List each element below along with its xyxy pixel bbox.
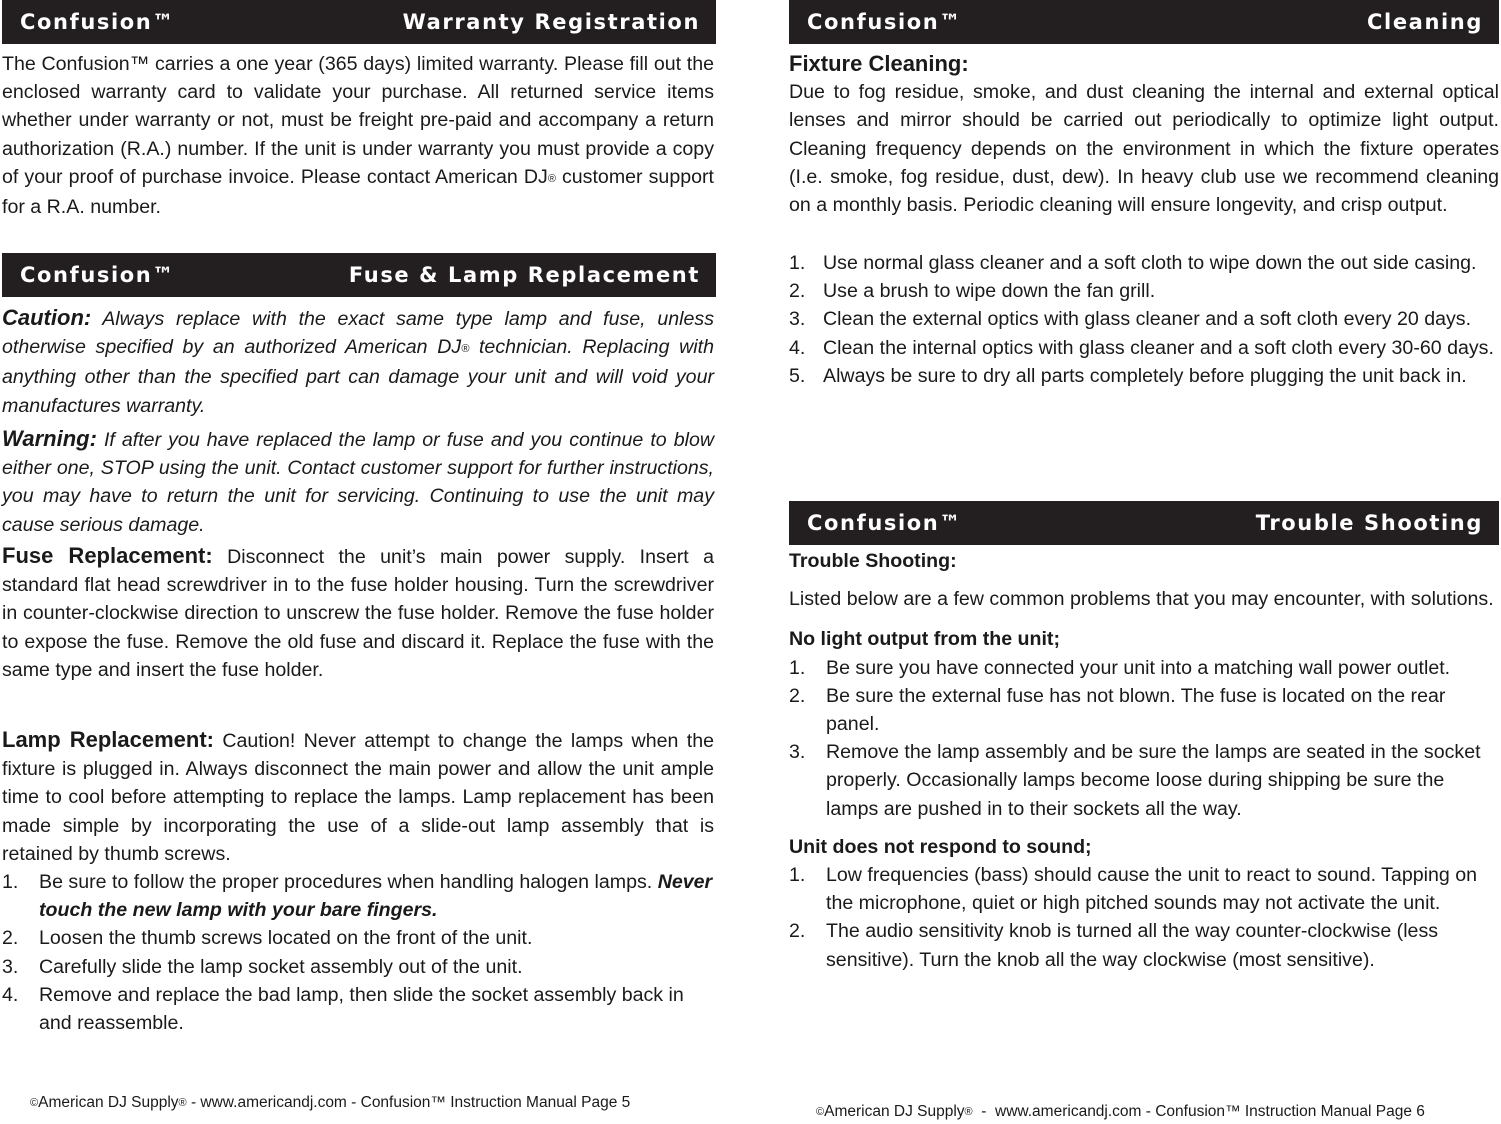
list-item: 2. Be sure the external fuse has not blown. The fuse is located on the rear panel. bbox=[789, 684, 1446, 736]
problem-heading: Unit does not respond to sound; bbox=[789, 835, 1092, 858]
header-section-title: Trouble Shooting bbox=[1255, 511, 1483, 535]
list-item: 1. Low frequencies (bass) should cause the unit to react to sound. Tapping on the microphone, quiet or high pitched sounds may not activate the unit. bbox=[789, 864, 1478, 915]
list-item: 2. Loosen the thumb screws located on the front of the unit. bbox=[2, 927, 533, 950]
trouble-section-header bbox=[789, 501, 1499, 545]
list-item: 4. Remove and replace the bad lamp, then slide the socket assembly back in and reassemble. bbox=[2, 983, 684, 1035]
fuse-lamp-section-header bbox=[2, 253, 716, 297]
right-page bbox=[789, 0, 1499, 1124]
cleaning-heading: Fixture Cleaning: bbox=[789, 51, 969, 76]
fuse-replacement-paragraph: Fuse Replacement: Disconnect the unit’s main power supply. Insert a standard flat head screwdriver in to the fuse holder housing. Turn the screwdriver in counter-clockwise direction to unscrew the fuse holder. Remove the fuse holder to expose the fuse. Remove the old fuse and discard it. Replace the fuse with the same type and insert the fuse holder. bbox=[2, 543, 715, 681]
list-item: 1. Use normal glass cleaner and a soft cloth to wipe down the out side casing. bbox=[789, 252, 1477, 274]
problem-steps-list bbox=[789, 654, 1499, 823]
cleaning-paragraph: Due to fog residue, smoke, and dust cleaning the internal and external optical lenses and mirror should be carried out periodically to optimize light output. Cleaning frequency depends on the environment in which the fixture operates (I.e. smoke, fog residue, dust, dew). In heavy club use we recommend cleaning on a monthly basis. Periodic cleaning will ensure longevity, and crisp output. bbox=[789, 81, 1499, 217]
warning-paragraph: Warning: If after you have replaced the lamp or fuse and you continue to blow either one, STOP using the unit. Contact customer support for further instructions, you may have to return the unit for servicing. Continuing to use the unit may cause serious damage. bbox=[2, 426, 714, 536]
cleaning-body bbox=[789, 50, 1499, 219]
list-item: 3. Remove the lamp assembly and be sure the lamps are seated in the socket properly. Occasionally lamps become loose during shipping be sure the lamps are pushed in to their sockets all the way. bbox=[789, 741, 1481, 820]
trouble-body bbox=[789, 547, 1499, 974]
page-footer: ©American DJ Supply® - www.americandj.com - Confusion™ Instruction Manual Page 5 bbox=[30, 1094, 631, 1111]
header-section-title: Cleaning bbox=[1367, 10, 1483, 34]
lamp-replacement-paragraph: Lamp Replacement: Caution! Never attempt to change the lamps when the fixture is plugged in. Always disconnect the main power and allow the unit ample time to cool before attempting to replace the lamps. Lamp replacement has been made simple by incorporating the use of a slide-out lamp assembly that is retained by thumb screws. 1. Be sure to follow the proper procedures when handling halogen lamps. Never touch the new lamp with your bare fingers. 2. Loosen the thumb screws located on the front of the unit. 3. Carefully slide the lamp socket assembly out of the unit. 4. Remove and replace the bad lamp, then slide the socket assembly back in and reassemble. bbox=[2, 726, 714, 1037]
warranty-section-header bbox=[2, 0, 716, 44]
warranty-paragraph: The Confusion™ carries a one year (365 days) limited warranty. Please fill out the enclosed warranty card to validate your purchase. All returned service items whether under warranty or not, must be freight pre-paid and accompany a return authorization (R.A.) number. If the unit is under warranty you must provide a copy of your proof of purchase invoice. Please contact American DJ® customer support for a R.A. number. bbox=[2, 53, 714, 219]
list-item: 1. Be sure to follow the proper procedures when handling halogen lamps. Never touch the new lamp with your bare fingers. bbox=[2, 871, 713, 922]
header-product-name: Confusion™ bbox=[807, 511, 962, 535]
list-item: 3. Carefully slide the lamp socket assembly out of the unit. bbox=[2, 955, 523, 978]
page-footer: ©American DJ Supply® - www.americandj.com - Confusion™ Instruction Manual Page 6 bbox=[816, 1103, 1425, 1120]
list-item: 2. Use a brush to wipe down the fan grill. bbox=[789, 280, 1156, 303]
lamp-steps-list bbox=[2, 868, 714, 1037]
warranty-body bbox=[2, 50, 714, 221]
cleaning-steps bbox=[789, 249, 1499, 390]
list-item: 1. Be sure you have connected your unit into a matching wall power outlet. bbox=[789, 656, 1451, 679]
header-product-name: Confusion™ bbox=[20, 10, 175, 34]
list-item: 5. Always be sure to dry all parts completely before plugging the unit back in. bbox=[789, 364, 1467, 387]
header-section-title: Fuse & Lamp Replacement bbox=[348, 263, 700, 287]
header-product-name: Confusion™ bbox=[807, 10, 962, 34]
trouble-intro: Listed below are a few common problems that you may encounter, with solutions. bbox=[789, 588, 1494, 611]
list-item: 4. Clean the internal optics with glass cleaner and a soft cloth every 30-60 days. bbox=[789, 336, 1494, 359]
list-item: 2. The audio sensitivity knob is turned all the way counter-clockwise (less sensitive). Turn the knob all the way clockwise (most sensitive). bbox=[789, 920, 1439, 971]
problem-steps-list bbox=[789, 861, 1499, 974]
left-page bbox=[2, 0, 714, 1124]
header-product-name: Confusion™ bbox=[20, 263, 175, 287]
problem-heading: No light output from the unit; bbox=[789, 628, 1060, 651]
header-section-title: Warranty Registration bbox=[402, 10, 700, 34]
cleaning-steps-list bbox=[789, 249, 1499, 390]
caution-paragraph: Caution: Always replace with the exact same type lamp and fuse, unless otherwise specified by an authorized American DJ® technician. Replacing with anything other than the specified part can damage your unit and will void your manufactures warranty. bbox=[2, 305, 714, 417]
trouble-heading: Trouble Shooting: bbox=[789, 550, 957, 572]
list-item: 3. Clean the external optics with glass cleaner and a soft cloth every 20 days. bbox=[789, 308, 1472, 331]
cleaning-section-header bbox=[789, 0, 1499, 44]
